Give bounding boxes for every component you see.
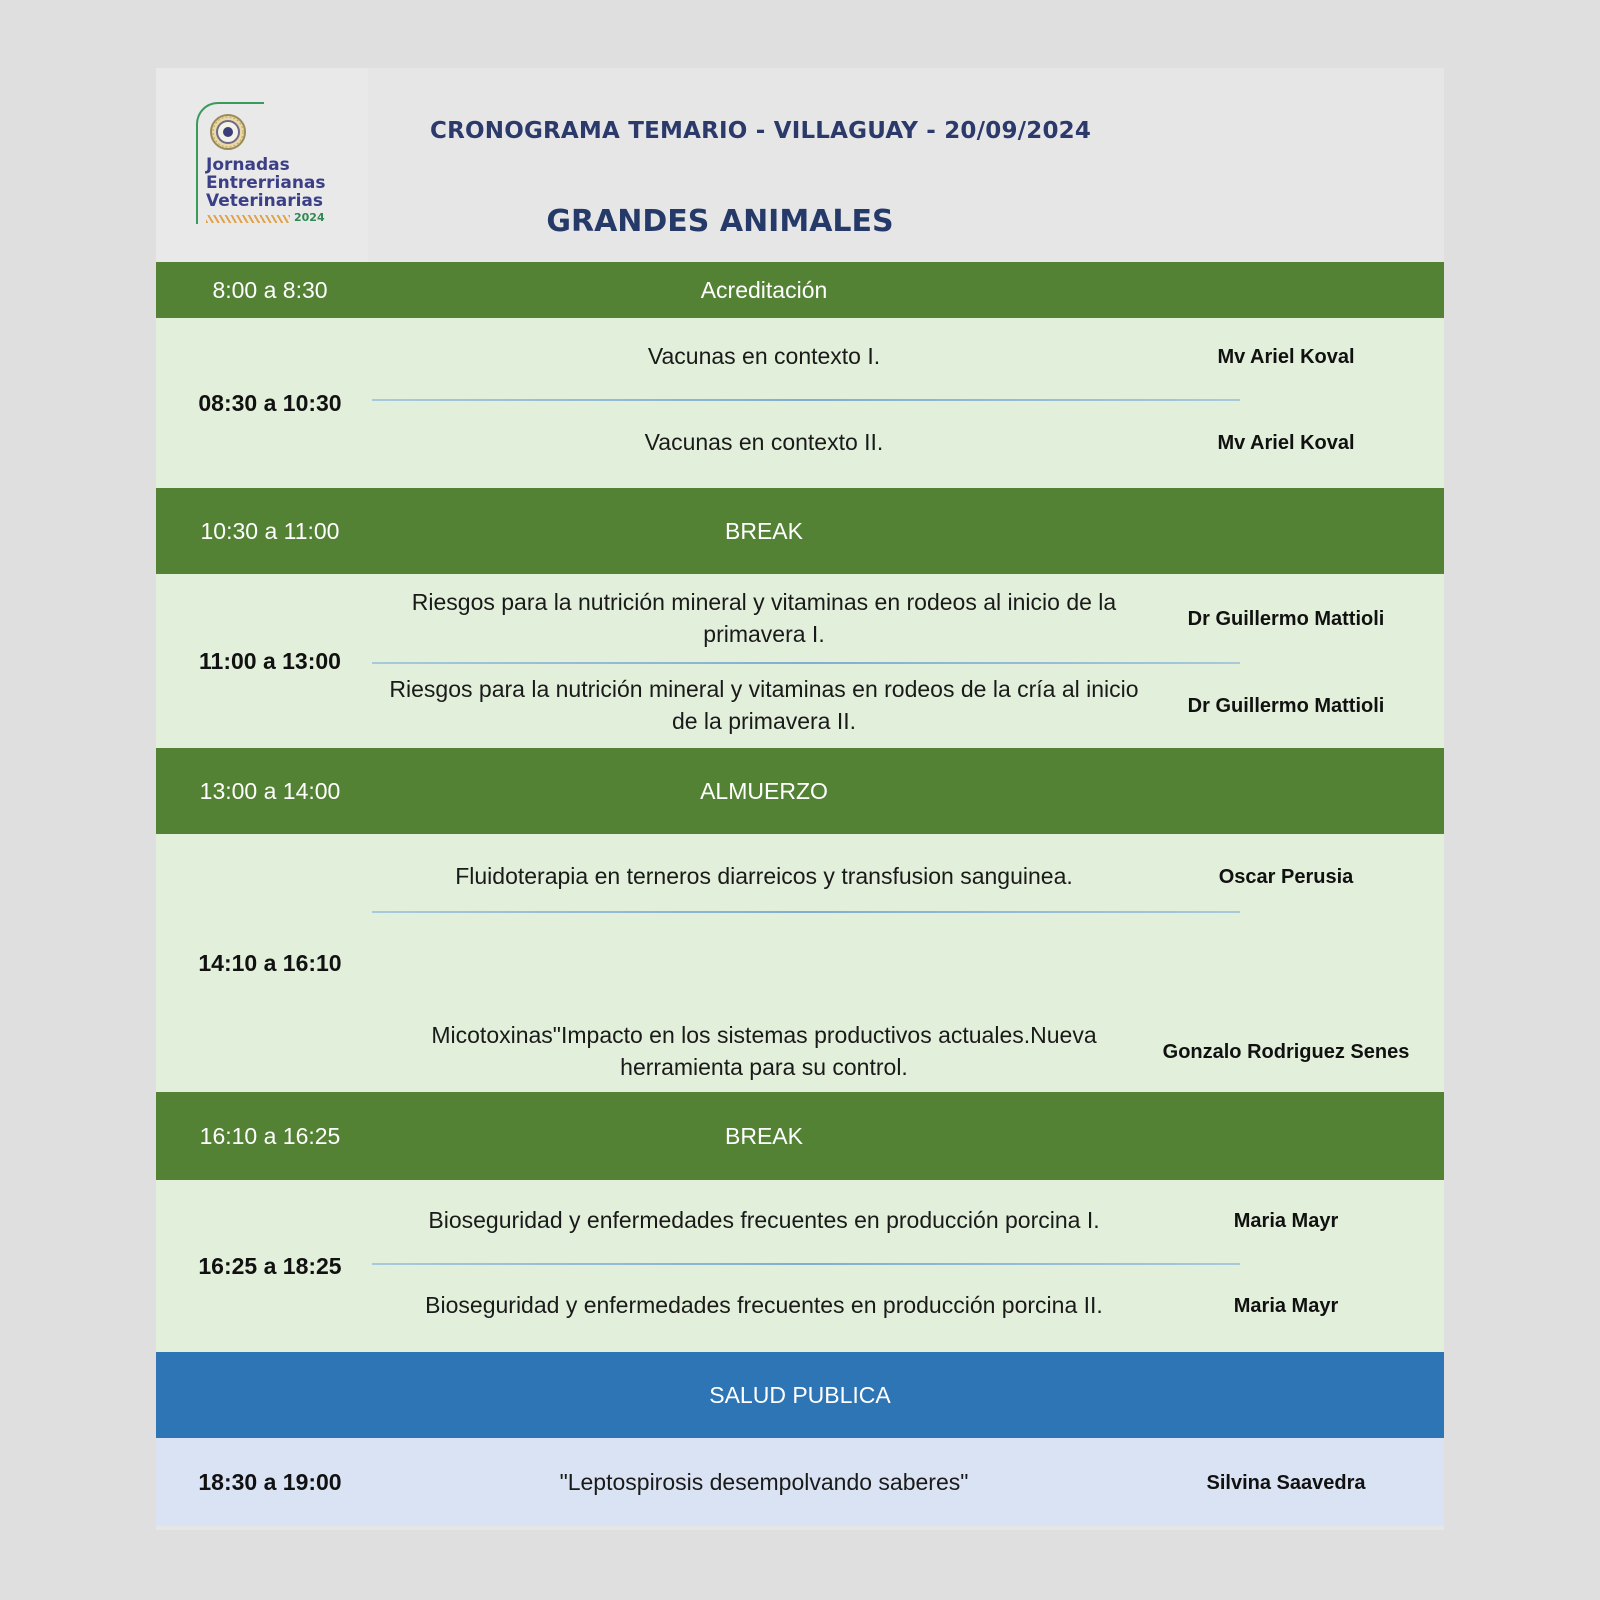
seal-icon (206, 112, 250, 152)
logo-stripes (206, 215, 290, 223)
session-time: 08:30 a 10:30 (198, 389, 342, 416)
speaker-name: Gonzalo Rodriguez Senes (1162, 1041, 1410, 1063)
band-label: Acreditación (700, 276, 828, 303)
page-subtitle: GRANDES ANIMALES (546, 204, 894, 239)
band-label: ALMUERZO (700, 777, 828, 804)
band-time: 8:00 a 8:30 (212, 276, 328, 303)
schedule-sheet (156, 68, 1444, 1530)
band-label: SALUD PUBLICA (709, 1381, 891, 1408)
talk-title: Fluidoterapia en terneros diarreicos y transfusion sanguinea. (455, 863, 1073, 889)
speaker-name: Maria Mayr (1233, 1210, 1339, 1232)
session-3 (156, 834, 1444, 1092)
band-time: 10:30 a 11:00 (200, 517, 340, 544)
speaker-name: Maria Mayr (1233, 1295, 1339, 1317)
separator (372, 399, 1240, 401)
logo-line-3: Veterinarias (206, 191, 323, 211)
session-time: 14:10 a 16:10 (198, 949, 342, 976)
header (156, 68, 1444, 262)
session-time: 11:00 a 13:00 (199, 647, 341, 674)
talk-title: Vacunas en contexto II. (644, 429, 884, 455)
logo (156, 68, 368, 262)
session-time: 16:25 a 18:25 (198, 1252, 342, 1279)
separator (372, 911, 1240, 913)
session-2 (156, 574, 1444, 748)
band-label: BREAK (725, 1122, 803, 1149)
session-1 (156, 318, 1444, 488)
session-time: 18:30 a 19:00 (198, 1468, 342, 1495)
page-title: CRONOGRAMA TEMARIO - VILLAGUAY - 20/09/2024 (430, 118, 1092, 144)
band-salud-publica (156, 1352, 1444, 1438)
logo-line-1: Jornadas (206, 155, 290, 175)
logo-year: 2024 (294, 211, 325, 224)
band-break-1 (156, 488, 1444, 574)
talk-title: "Leptospirosis desempolvando saberes" (559, 1469, 969, 1495)
talk-title: Bioseguridad y enfermedades frecuentes en producción porcina I. (428, 1207, 1100, 1233)
talk-title: Vacunas en contexto I. (647, 343, 881, 369)
band-time: 16:10 a 16:25 (199, 1122, 341, 1149)
band-acreditacion (156, 262, 1444, 318)
talk-title: Riesgos para la nutrición mineral y vitaminas en rodeos al inicio de la primavera I. (411, 589, 1117, 647)
talk-title: Micotoxinas"Impacto en los sistemas productivos actuales.Nueva herramienta para su control. (431, 1022, 1097, 1080)
session-4 (156, 1180, 1444, 1352)
talk-title: Riesgos para la nutrición mineral y vitaminas en rodeos de la cría al inicio de la primavera II. (389, 676, 1139, 734)
speaker-name: Mv Ariel Koval (1217, 432, 1355, 454)
speaker-name: Oscar Perusia (1218, 866, 1354, 888)
speaker-name: Dr Guillermo Mattioli (1187, 608, 1385, 630)
band-break-2 (156, 1092, 1444, 1180)
band-time: 13:00 a 14:00 (199, 777, 341, 804)
separator (372, 662, 1240, 664)
speaker-name: Mv Ariel Koval (1217, 346, 1355, 368)
band-almuerzo (156, 748, 1444, 834)
band-label: BREAK (725, 517, 803, 544)
talk-title: Bioseguridad y enfermedades frecuentes en producción porcina II. (425, 1292, 1103, 1318)
logo-line-2: Entrerrianas (206, 173, 326, 193)
logo-text (206, 156, 346, 210)
session-5 (156, 1438, 1444, 1526)
speaker-name: Silvina Saavedra (1206, 1472, 1366, 1494)
separator (372, 1263, 1240, 1265)
speaker-name: Dr Guillermo Mattioli (1187, 695, 1385, 717)
